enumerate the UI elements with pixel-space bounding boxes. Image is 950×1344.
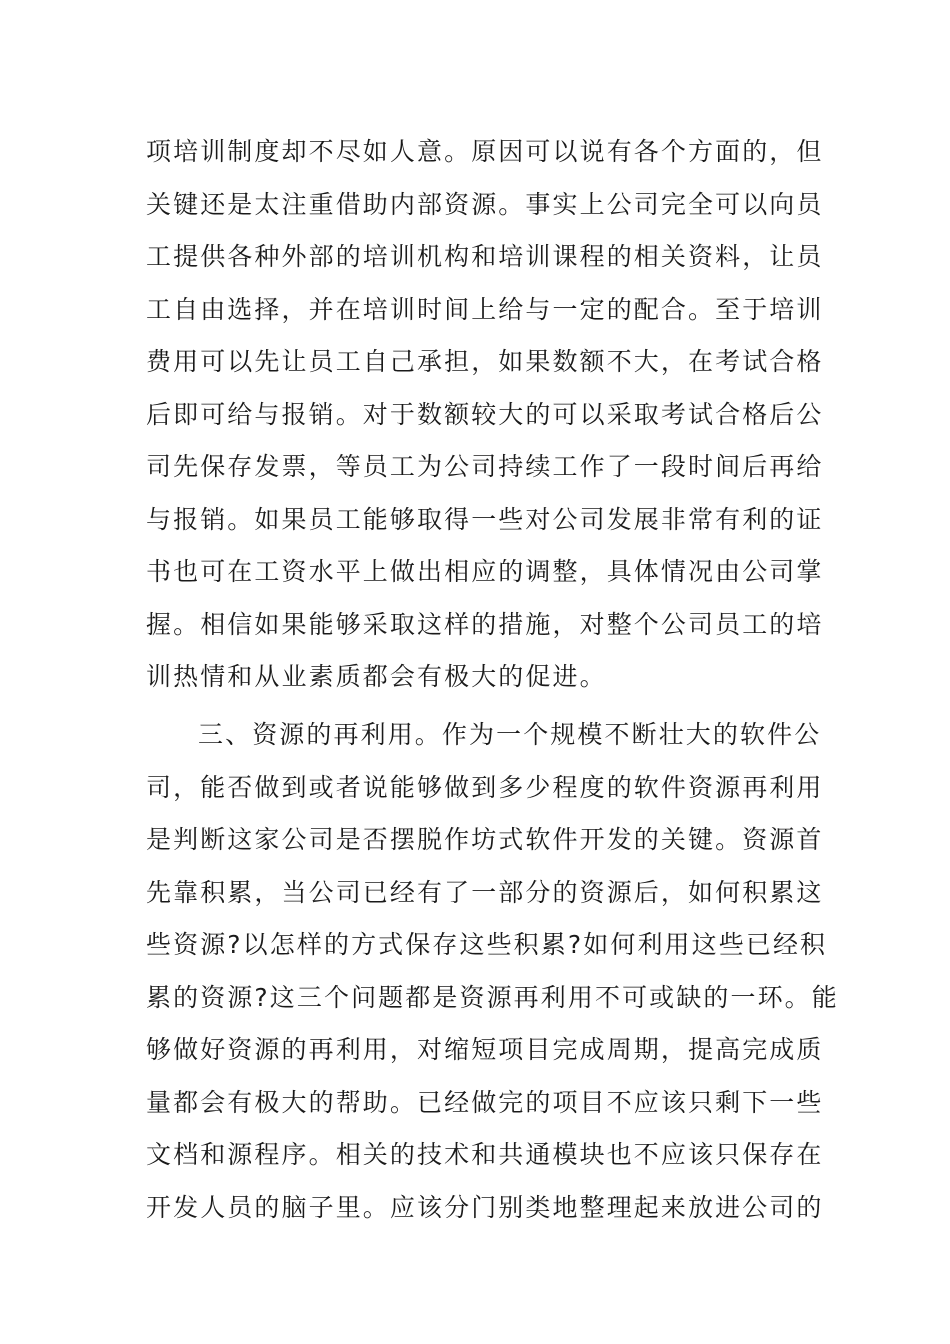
text-line: 费用可以先让员工自己承担，如果数额不大，在考试合格 <box>146 347 824 376</box>
text-line: 累的资源?这三个问题都是资源再利用不可或缺的一环。能 <box>146 982 839 1012</box>
text-line: 握。相信如果能够采取这样的措施，对整个公司员工的培 <box>146 609 824 639</box>
paragraph-resource-reuse <box>146 713 839 1238</box>
text-line: 工提供各种外部的培训机构和培训课程的相关资料，让员 <box>146 242 824 271</box>
text-line: 训热情和从业素质都会有极大的促进。 <box>146 662 607 691</box>
text-line: 司，能否做到或者说能够做到多少程度的软件资源再利用 <box>146 772 824 802</box>
text-line: 文档和源程序。相关的技术和共通模块也不应该只保存在 <box>146 1140 824 1169</box>
text-line: 书也可在工资水平上做出相应的调整，具体情况由公司掌 <box>146 557 824 586</box>
text-line: 后即可给与报销。对于数额较大的可以采取考试合格后公 <box>146 399 824 429</box>
text-line: 开发人员的脑子里。应该分门别类地整理起来放进公司的 <box>146 1192 824 1222</box>
text-line: 项培训制度却不尽如人意。原因可以说有各个方面的，但 <box>146 137 824 166</box>
text-line: 司先保存发票，等员工为公司持续工作了一段时间后再给 <box>146 452 824 481</box>
text-line: 些资源?以怎样的方式保存这些积累?如何利用这些已经积 <box>146 930 828 959</box>
text-line: 先靠积累，当公司已经有了一部分的资源后，如何积累这 <box>146 877 824 907</box>
text-line: 关键还是太注重借助内部资源。事实上公司完全可以向员 <box>146 189 824 219</box>
text-line: 三、资源的再利用。作为一个规模不断壮大的软件公 <box>198 720 822 749</box>
text-line: 是判断这家公司是否摆脱作坊式软件开发的关键。资源首 <box>146 825 824 854</box>
text-line: 够做好资源的再利用，对缩短项目完成周期，提高完成质 <box>146 1035 824 1064</box>
text-line: 工自由选择，并在培训时间上给与一定的配合。至于培训 <box>146 294 824 324</box>
text-line: 量都会有极大的帮助。已经做完的项目不应该只剩下一些 <box>146 1087 824 1117</box>
paragraph-training <box>146 130 824 708</box>
text-line: 与报销。如果员工能够取得一些对公司发展非常有利的证 <box>146 504 824 534</box>
